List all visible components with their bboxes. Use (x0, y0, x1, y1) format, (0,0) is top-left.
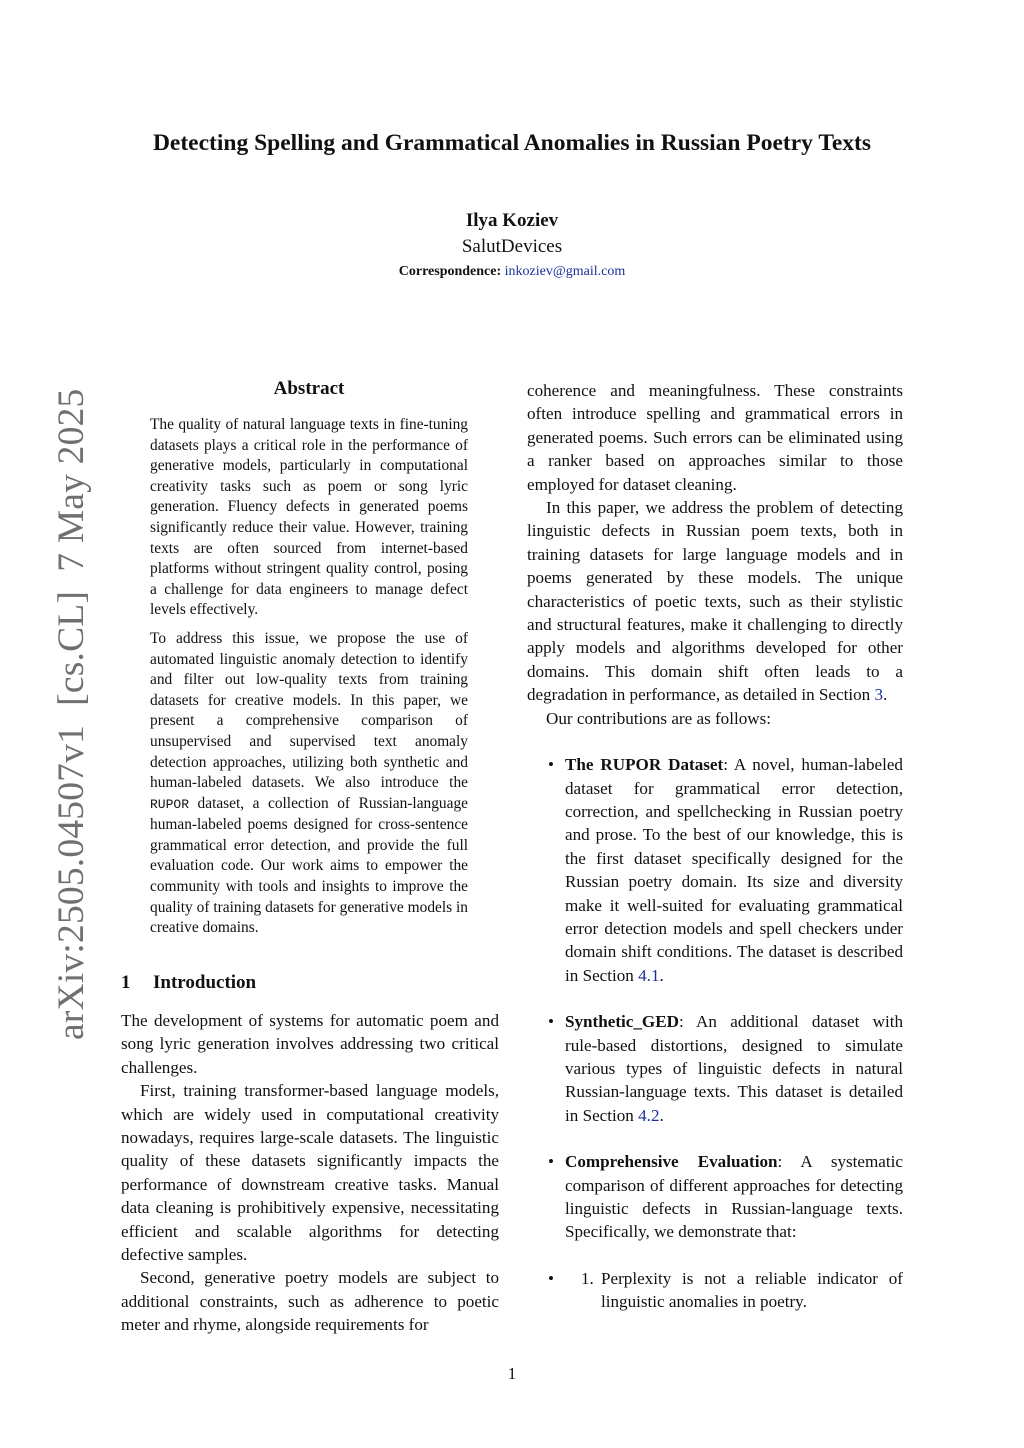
author-affiliation: SalutDevices (461, 236, 563, 257)
section-ref-link[interactable]: 4.2 (638, 1105, 660, 1125)
list-item (527, 1267, 903, 1314)
contribution-text: : A novel, human-labeled dataset for grammatical error detection, correction, and spellchecking in Russian poetry and prose. To the best of our knowledge, this is the first dataset specifically designed for the Russian poetry domain. Its size and diversity make it well-suited for evaluating grammatical error detection models and spell checkers under domain shift conditions. The dataset is described in Section (565, 755, 903, 985)
page-number: 1 (507, 1364, 517, 1383)
section-number: 1 (121, 972, 131, 993)
contribution-name: The RUPOR Dataset (565, 755, 724, 775)
arxiv-identifier: arXiv:2505.04507v1 [cs.CL] 7 May 2025 (51, 388, 92, 1040)
abstract-heading: Abstract (273, 378, 345, 399)
section-heading-introduction (121, 972, 256, 994)
correspondence-label: Correspondence: (398, 264, 502, 279)
author-name: Ilya Koziev (465, 210, 559, 231)
abstract-paragraph-1: The quality of natural language texts in fine-tuning datasets plays a critical role in the performance of generative models, particularly in computational creativity tasks such as poem or song lyric generation. Fluency defects in generated poems significantly reduce their value. However, training texts are often sourced from internet-based platforms without stringent quality control, posing a challenge for data engineers to manage defect levels effectively. (150, 416, 468, 619)
abstract-text: To address this issue, we propose the use of automated linguistic anomaly detection to identify and filter out low-quality texts from training datasets for creative models. In this paper, we present a comprehensive comparison of unsupervised and supervised text anomaly detection approaches, utilizing both synthetic and human-labeled datasets. We also introduce the (150, 629, 468, 792)
finding-text: Perplexity is not a reliable indicator of linguistic anomalies in poetry. (601, 1268, 903, 1312)
intro-paragraph-3: Second, generative poetry models are subject to additional constraints, such as adherence to poetic meter and rhyme, alongside requirements for (121, 1268, 499, 1335)
right-column-body (527, 379, 903, 1314)
intro-paragraph-2: First, training transformer-based language models, which are widely used in computational creativity nowadays, requires large-scale datasets. The linguistic quality of these datasets significantly impacts the performance of downstream creative tasks. Manual data cleaning is prohibitively expensive, necessitating efficient and scalable algorithms for detecting defective samples. (121, 1081, 499, 1265)
paragraph-text: In this paper, we address the problem of detecting linguistic defects in Russian poem texts, both in training datasets for large language models and in poems generated by these models. The unique characteristics of poetic texts, such as their stylistic and structural features, make it challenging to directly apply models and algorithms developed for other domains. This domain shift often leads to a degradation in performance, as detailed in Section (527, 498, 903, 705)
findings-list (565, 1267, 903, 1314)
intro-paragraph-5: In this paper, we address the problem of detecting linguistic defects in Russian poem texts, both in training datasets for large language models and in poems generated by these models. The unique characteristics of poetic texts, such as their stylistic and structural features, make it challenging to directly apply models and algorithms developed for other domains. This domain shift often leads to a degradation in performance, as detailed in Section 3. (527, 498, 903, 705)
paper-title: Detecting Spelling and Grammatical Anomalies in Russian Poetry Texts (152, 130, 872, 156)
abstract-paragraph-2 (150, 629, 468, 939)
abstract-body (150, 415, 468, 947)
section-title: Introduction (153, 972, 257, 993)
list-item: • Synthetic_GED: An additional dataset with rule-based distortions, designed to simulate various types of linguistic defects in natural Russian-language texts. This dataset is detailed in Section 4.2. (527, 1010, 903, 1127)
section-ref-link[interactable]: 3 (874, 685, 883, 705)
contribution-name: Comprehensive Evaluation (565, 1152, 778, 1172)
intro-paragraph-6: Our contributions are as follows: (546, 708, 772, 728)
section-ref-link[interactable]: 4.1 (638, 965, 660, 985)
email-link[interactable]: inkoziev@gmail.com (504, 264, 626, 279)
abstract-text: dataset, a collection of Russian-language human-labeled poems designed for cross-sentence grammatical error detection, and provide the full evaluation code. Our work aims to empower the community with tools and insights to improve the quality of training datasets for generative models in creative domains. (150, 794, 468, 937)
intro-paragraph-1: The development of systems for automatic poem and song lyric generation involves addressing two critical challenges. (121, 1011, 499, 1077)
left-column-body (121, 1009, 499, 1337)
list-item (527, 1150, 903, 1313)
list-item: • The RUPOR Dataset: A novel, human-labeled dataset for grammatical error detection, correction, and spellchecking in Russian poetry and prose. To the best of our knowledge, this is the first dataset specifically designed for the Russian poetry domain. Its size and diversity make it well-suited for evaluating grammatical error detection models and spell checkers under domain shift conditions. The dataset is described in Section 4.1. (527, 753, 903, 987)
contribution-name: Synthetic_GED (565, 1012, 679, 1032)
finding-number: • 1. (581, 1268, 594, 1288)
dataset-name: RUPOR (150, 796, 190, 812)
contribution-text: : A systematic comparison of different approaches for detecting linguistic defects in Russian-language texts. Specifically, we demonstrate that: (565, 1152, 903, 1242)
contribution-text: : An additional dataset with rule-based distortions, designed to simulate various types of linguistic defects in natural Russian-language texts. This dataset is detailed in Section (565, 1012, 903, 1125)
contributions-list (527, 753, 903, 1314)
intro-paragraph-4: coherence and meaningfulness. These constraints often introduce spelling and grammatical errors in generated poems. Such errors can be eliminated using a ranker based on approaches similar to those employed for dataset cleaning. (527, 381, 903, 494)
correspondence-line (0, 264, 1024, 280)
